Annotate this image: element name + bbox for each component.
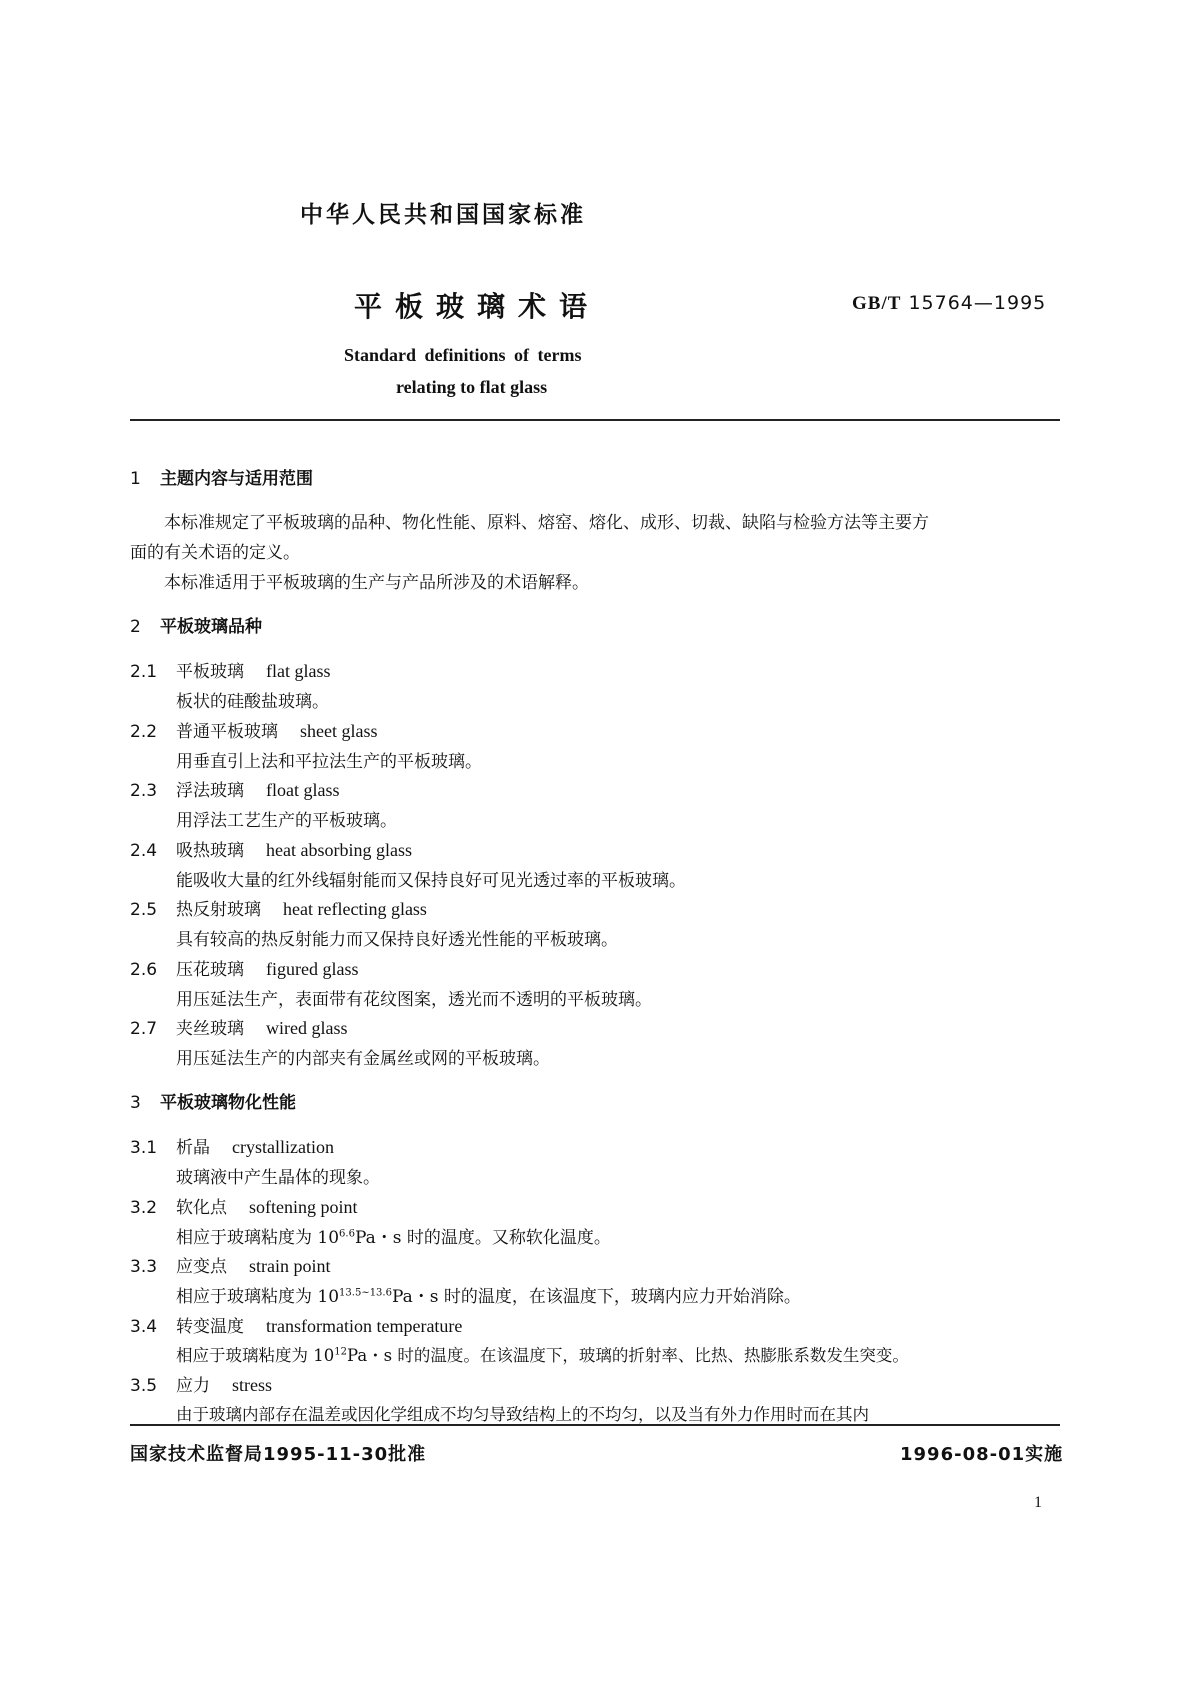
term-chinese: 应变点 (176, 1257, 227, 1277)
term-entry (130, 1312, 462, 1337)
term-entry (130, 776, 340, 801)
exponent: 13.5~13.6 (339, 1287, 392, 1299)
section-2-heading (130, 612, 262, 637)
term-number: 2.2 (130, 722, 158, 742)
term-definition: 能吸收大量的红外线辐射能而又保持良好可见光透过率的平板玻璃。 (176, 871, 686, 891)
term-entry (130, 1193, 358, 1218)
header-divider (130, 419, 1060, 421)
definition-text: 相应于玻璃粘度为 10 (176, 1228, 340, 1248)
term-number: 2.1 (130, 662, 158, 682)
term-english: strain point (249, 1256, 331, 1276)
definition-text: 相应于玻璃粘度为 10 (176, 1346, 335, 1365)
term-definition (176, 1223, 611, 1248)
term-english: crystallization (232, 1137, 334, 1157)
term-definition: 用压延法生产的内部夹有金属丝或网的平板玻璃。 (176, 1049, 550, 1069)
term-definition: 用压延法生产，表面带有花纹图案，透光而不透明的平板玻璃。 (176, 990, 652, 1010)
term-entry (130, 836, 412, 861)
section-1-paragraph-2: 本标准适用于平板玻璃的生产与产品所涉及的术语解释。 (164, 573, 589, 593)
term-chinese: 吸热玻璃 (176, 841, 244, 861)
term-english: transformation temperature (266, 1316, 463, 1336)
term-english: sheet glass (300, 721, 378, 741)
page-number: 1 (1034, 1494, 1042, 1511)
term-chinese: 压花玻璃 (176, 960, 244, 980)
term-definition (176, 1282, 801, 1307)
term-english: flat glass (266, 661, 331, 681)
section-number: 3 (130, 1093, 141, 1113)
term-entry (130, 1014, 347, 1039)
term-english: heat absorbing glass (266, 840, 412, 860)
standard-code-number: 15764—1995 (908, 292, 1047, 314)
term-definition: 玻璃液中产生晶体的现象。 (176, 1168, 380, 1188)
term-number: 3.5 (130, 1376, 158, 1396)
term-number: 3.1 (130, 1138, 158, 1158)
section-number: 2 (130, 617, 141, 637)
section-title: 平板玻璃物化性能 (160, 1093, 296, 1113)
term-chinese: 析晶 (176, 1138, 210, 1158)
standard-code (852, 292, 1046, 315)
english-title-line2: relating to flat glass (396, 377, 548, 397)
standard-code-prefix: GB/T (852, 293, 902, 314)
implementation-line: 1996-08-01实施 (900, 1444, 1064, 1465)
term-number: 2.3 (130, 781, 158, 801)
national-standard-heading: 中华人民共和国国家标准 (300, 202, 586, 228)
term-number: 2.7 (130, 1019, 158, 1039)
term-chinese: 转变温度 (176, 1317, 244, 1337)
exponent: 6.6 (339, 1228, 355, 1240)
definition-text: Pa・s 时的温度，在该温度下，玻璃内应力开始消除。 (391, 1287, 801, 1307)
section-title: 平板玻璃品种 (160, 617, 262, 637)
term-chinese: 热反射玻璃 (176, 900, 261, 920)
term-definition: 由于玻璃内部存在温差或因化学组成不均匀导致结构上的不均匀，以及当有外力作用时而在其内 (176, 1405, 869, 1424)
exponent: 12 (334, 1346, 347, 1358)
term-number: 3.3 (130, 1257, 158, 1277)
term-number: 3.4 (130, 1317, 158, 1337)
term-definition: 用垂直引上法和平拉法生产的平板玻璃。 (176, 752, 482, 772)
section-1-paragraph-1: 本标准规定了平板玻璃的品种、物化性能、原料、熔窑、熔化、成形、切裁、缺陷与检验方法等主要方 (164, 513, 929, 533)
document-title: 平板玻璃术语 (354, 290, 601, 323)
approval-line: 国家技术监督局1995-11-30批准 (130, 1444, 427, 1465)
section-number: 1 (130, 469, 141, 489)
term-definition: 具有较高的热反射能力而又保持良好透光性能的平板玻璃。 (176, 930, 618, 950)
term-entry (130, 1371, 272, 1396)
term-number: 3.2 (130, 1198, 158, 1218)
term-english: wired glass (266, 1018, 348, 1038)
section-3-heading (130, 1088, 296, 1113)
term-entry (130, 895, 427, 920)
term-definition (176, 1342, 909, 1366)
term-chinese: 普通平板玻璃 (176, 722, 278, 742)
term-number: 2.4 (130, 841, 158, 861)
term-english: float glass (266, 780, 340, 800)
term-chinese: 夹丝玻璃 (176, 1019, 244, 1039)
section-1-paragraph-1-cont: 面的有关术语的定义。 (130, 543, 300, 563)
term-entry (130, 657, 331, 682)
term-entry (130, 717, 377, 742)
section-1-heading (130, 464, 313, 489)
term-chinese: 浮法玻璃 (176, 781, 244, 801)
term-entry (130, 1133, 334, 1158)
term-chinese: 平板玻璃 (176, 662, 244, 682)
footer-divider (130, 1424, 1060, 1426)
definition-text: Pa・s 时的温度。在该温度下，玻璃的折射率、比热、热膨胀系数发生突变。 (346, 1346, 909, 1365)
term-chinese: 软化点 (176, 1198, 227, 1218)
term-english: heat reflecting glass (283, 899, 427, 919)
term-definition: 用浮法工艺生产的平板玻璃。 (176, 811, 397, 831)
english-title-line1: Standard definitions of terms (344, 345, 582, 365)
term-english: figured glass (266, 959, 359, 979)
term-definition: 板状的硅酸盐玻璃。 (176, 692, 329, 712)
section-title: 主题内容与适用范围 (160, 469, 313, 489)
term-english: stress (232, 1375, 272, 1395)
term-entry (130, 955, 358, 980)
term-english: softening point (249, 1197, 358, 1217)
term-chinese: 应力 (176, 1376, 210, 1396)
term-number: 2.5 (130, 900, 158, 920)
definition-text: 相应于玻璃粘度为 10 (176, 1287, 340, 1307)
term-number: 2.6 (130, 960, 158, 980)
definition-text: Pa・s 时的温度。又称软化温度。 (354, 1228, 611, 1248)
term-entry (130, 1252, 331, 1277)
